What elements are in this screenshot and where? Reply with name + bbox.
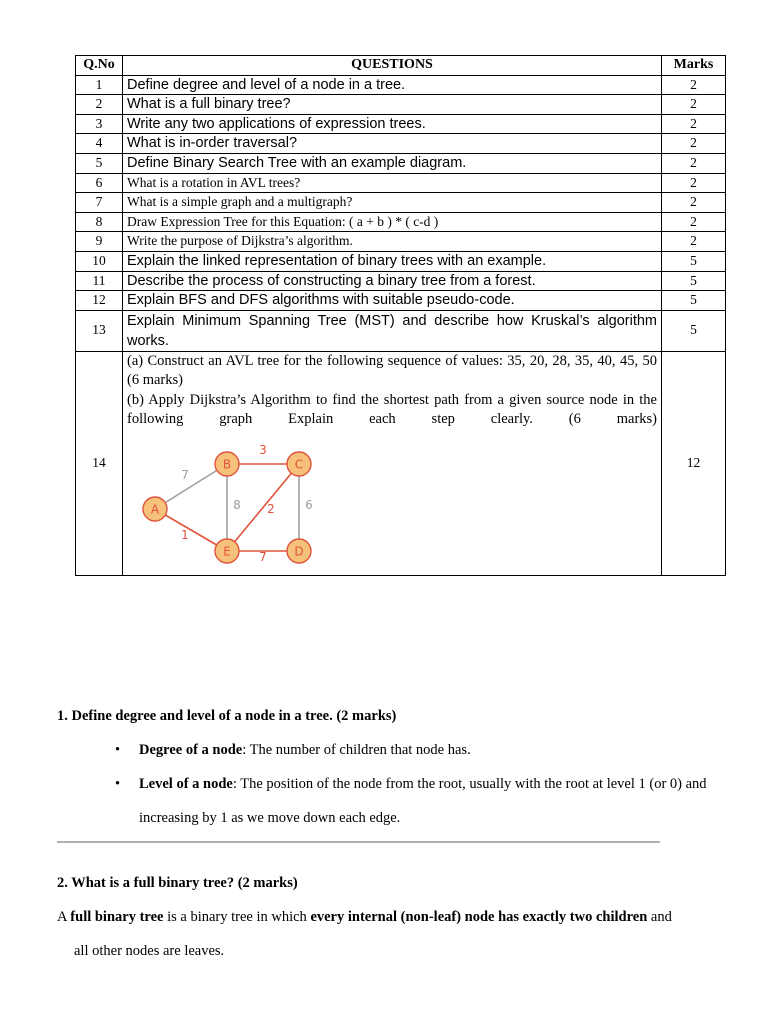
question-number: 1	[76, 75, 123, 95]
question-number: 3	[76, 114, 123, 134]
list-item	[57, 733, 717, 767]
question-marks: 2	[662, 75, 726, 95]
text: all other nodes are leaves.	[74, 943, 225, 959]
question-number: 14	[76, 351, 123, 575]
term: Level of a node	[139, 776, 233, 792]
question-marks: 2	[662, 232, 726, 252]
question-text: Write the purpose of Dijkstra’s algorithm.	[123, 232, 662, 252]
question-number: 7	[76, 193, 123, 213]
header-questions: QUESTIONS	[123, 56, 662, 76]
graph-node-label: E	[223, 544, 231, 559]
question-part-a: (a) Construct an AVL tree for the following sequence of values: 35, 20, 28, 35, 40, 45, 50 (6 marks)	[127, 352, 657, 389]
answer-1	[57, 706, 717, 835]
question-text: Write any two applications of expression trees.	[123, 114, 662, 134]
question-marks: 5	[662, 251, 726, 271]
edge-weight-label: 7	[259, 549, 267, 564]
table-row	[76, 212, 726, 232]
definition: : The position of the node from the root, usually with the root at level 1 (or 0) and increasing by 1 as we move down each edge.	[139, 776, 707, 826]
weighted-graph-diagram	[129, 435, 319, 567]
questions-table	[75, 55, 726, 576]
question-text: Define Binary Search Tree with an example diagram.	[123, 153, 662, 173]
question-text: Describe the process of constructing a binary tree from a forest.	[123, 271, 662, 291]
question-text: Define degree and level of a node in a tree.	[123, 75, 662, 95]
table-row	[76, 173, 726, 193]
question-number: 8	[76, 212, 123, 232]
question-text: What is a simple graph and a multigraph?	[123, 193, 662, 213]
question-marks: 2	[662, 134, 726, 154]
emphasis: every internal (non-leaf) node has exactly two children	[310, 909, 648, 925]
bullet-icon: •	[115, 742, 121, 758]
definition: : The number of children that node has.	[242, 742, 471, 758]
text: is a binary tree in which	[163, 909, 311, 925]
question-number: 9	[76, 232, 123, 252]
question-marks: 5	[662, 310, 726, 351]
term: full binary tree	[70, 909, 164, 925]
header-marks: Marks	[662, 56, 726, 76]
bullet-icon: •	[115, 776, 121, 792]
question-number: 13	[76, 310, 123, 351]
question-number: 5	[76, 153, 123, 173]
question-text: What is a full binary tree?	[123, 95, 662, 115]
question-text: Explain Minimum Spanning Tree (MST) and describe how Kruskal’s algorithm works.	[123, 310, 662, 351]
table-row	[76, 271, 726, 291]
question-number: 2	[76, 95, 123, 115]
graph-edge-a-b	[155, 464, 227, 509]
text: and	[647, 909, 672, 925]
table-row	[76, 75, 726, 95]
answer-title: 2. What is a full binary tree? (2 marks)	[57, 875, 298, 891]
list-item	[57, 767, 717, 835]
answer-bullet-list	[57, 733, 717, 835]
answer-paragraph	[57, 900, 717, 968]
term: Degree of a node	[139, 742, 243, 758]
graph-node-label: C	[294, 457, 304, 472]
edge-weight-label: 2	[267, 501, 275, 516]
table-row	[76, 291, 726, 311]
question-text: What is a rotation in AVL trees?	[123, 173, 662, 193]
edge-weight-label: 1	[181, 527, 189, 542]
answer-2	[57, 873, 717, 968]
graph-node-label: B	[222, 457, 232, 472]
table-row	[76, 134, 726, 154]
edge-weight-label: 3	[259, 442, 267, 457]
graph-node-label: A	[150, 502, 160, 517]
question-number: 6	[76, 173, 123, 193]
question-text: Explain BFS and DFS algorithms with suitable pseudo-code.	[123, 291, 662, 311]
question-marks: 2	[662, 193, 726, 213]
table-row	[76, 95, 726, 115]
answer-title: 1. Define degree and level of a node in a tree. (2 marks)	[57, 708, 397, 724]
question-marks: 12	[662, 351, 726, 575]
table-row	[76, 114, 726, 134]
table-row	[76, 193, 726, 213]
question-marks: 5	[662, 291, 726, 311]
question-text: Draw Expression Tree for this Equation: ( a + b ) * ( c-d )	[123, 212, 662, 232]
question-marks: 2	[662, 114, 726, 134]
table-row	[76, 351, 726, 575]
question-number: 10	[76, 251, 123, 271]
question-number: 4	[76, 134, 123, 154]
question-marks: 2	[662, 153, 726, 173]
question-text: What is in-order traversal?	[123, 134, 662, 154]
question-part-b: (b) Apply Dijkstra’s Algorithm to find the shortest path from a given source node in the following graph Explain each step clearly. (6 marks)	[127, 391, 657, 428]
table-row	[76, 232, 726, 252]
table-header-row	[76, 56, 726, 76]
question-marks: 2	[662, 212, 726, 232]
edge-weight-label: 6	[305, 497, 313, 512]
text: A	[57, 909, 71, 925]
graph-node-label: D	[294, 544, 304, 559]
question-marks: 5	[662, 271, 726, 291]
edge-weight-label: 7	[181, 467, 189, 482]
table-row	[76, 310, 726, 351]
question-text	[123, 351, 662, 575]
question-marks: 2	[662, 173, 726, 193]
header-qno: Q.No	[76, 56, 123, 76]
table-row	[76, 153, 726, 173]
question-text: Explain the linked representation of binary trees with an example.	[123, 251, 662, 271]
question-number: 11	[76, 271, 123, 291]
edge-weight-label: 8	[233, 497, 241, 512]
table-row	[76, 251, 726, 271]
question-marks: 2	[662, 95, 726, 115]
section-divider	[57, 841, 660, 843]
question-number: 12	[76, 291, 123, 311]
